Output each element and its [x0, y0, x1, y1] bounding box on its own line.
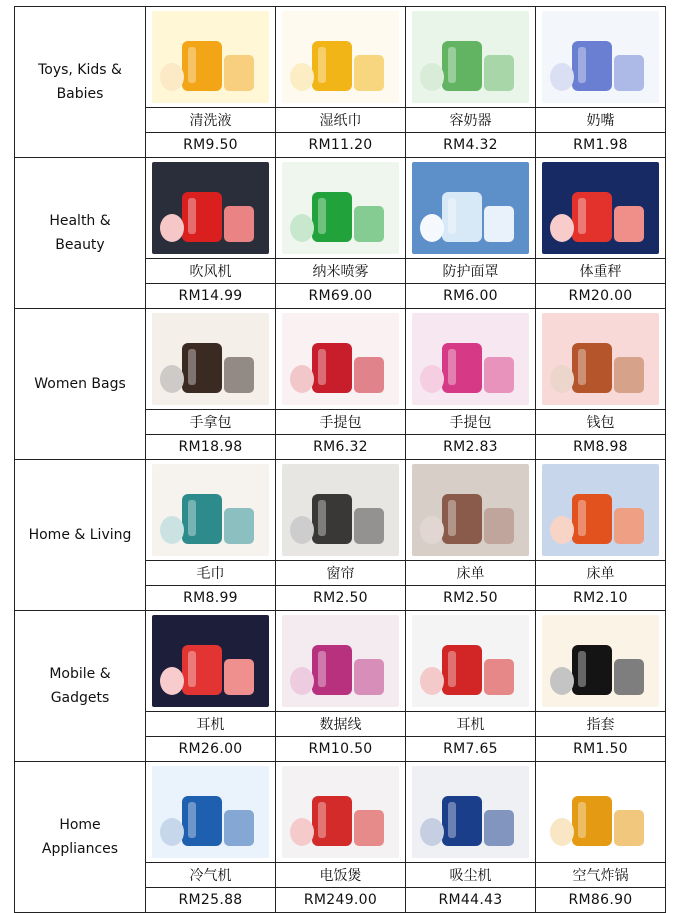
category-cell	[15, 158, 146, 309]
product-name: 湿纸巾	[276, 108, 406, 133]
product-shine	[188, 47, 196, 83]
product-image-row	[15, 7, 666, 108]
product-image-cell	[536, 611, 666, 712]
product-price: RM7.65	[406, 737, 536, 762]
product-image-cell	[276, 158, 406, 259]
product-price: RM8.98	[536, 435, 666, 460]
product-shine	[318, 500, 326, 536]
product-image-row	[15, 309, 666, 410]
product-name: 防护面罩	[406, 259, 536, 284]
product-price: RM8.99	[146, 586, 276, 611]
product-shape	[484, 55, 514, 91]
product-shape	[224, 357, 254, 393]
product-shape	[290, 818, 314, 846]
product-shine	[578, 198, 586, 234]
bedsheet-image-art	[412, 464, 529, 556]
earphones-image-art	[412, 615, 529, 707]
product-shape	[354, 508, 384, 544]
product-image-cell	[146, 7, 276, 108]
earphones-image[interactable]	[412, 615, 529, 707]
product-price: RM9.50	[146, 133, 276, 158]
product-image-cell	[406, 7, 536, 108]
product-shape	[614, 659, 644, 695]
product-name: 手提包	[406, 410, 536, 435]
category-label: Toys, Kids & Babies	[38, 62, 122, 102]
product-shape	[484, 659, 514, 695]
wet-wipes-pack-image[interactable]	[282, 11, 399, 103]
product-shape	[160, 818, 184, 846]
product-shape	[420, 667, 444, 695]
product-shine	[448, 349, 456, 385]
air-fryer-image[interactable]	[542, 766, 659, 858]
product-shine	[188, 198, 196, 234]
product-image-cell	[536, 309, 666, 410]
bedsheet-pattern-image[interactable]	[542, 464, 659, 556]
product-shine	[448, 651, 456, 687]
wet-wipes-pack-image-art	[282, 11, 399, 103]
canvas-tote-bags-image[interactable]	[412, 313, 529, 405]
product-name: 毛巾	[146, 561, 276, 586]
product-shape	[160, 63, 184, 91]
product-name: 手拿包	[146, 410, 276, 435]
finger-sleeves-image-art	[542, 615, 659, 707]
product-image-cell	[406, 158, 536, 259]
product-shape	[160, 214, 184, 242]
product-image-cell	[276, 611, 406, 712]
product-price: RM44.43	[406, 888, 536, 913]
product-shape	[614, 810, 644, 846]
product-image-cell	[146, 309, 276, 410]
product-shape	[484, 810, 514, 846]
product-shape	[290, 516, 314, 544]
product-price: RM1.98	[536, 133, 666, 158]
wallet-image[interactable]	[542, 313, 659, 405]
data-cable-image[interactable]	[282, 615, 399, 707]
hair-dryer-image-art	[152, 162, 269, 254]
product-shape	[614, 508, 644, 544]
product-name: 床单	[406, 561, 536, 586]
cleaning-liquid-pack-image[interactable]	[152, 11, 269, 103]
product-shape	[550, 214, 574, 242]
product-price: RM2.83	[406, 435, 536, 460]
product-shine	[448, 198, 456, 234]
red-handbag-set-image-art	[282, 313, 399, 405]
category-label: Health & Beauty	[49, 213, 111, 253]
product-image-cell	[146, 158, 276, 259]
product-table-body	[15, 7, 666, 913]
product-price: RM14.99	[146, 284, 276, 309]
product-image-cell	[536, 158, 666, 259]
product-name: 耳机	[146, 712, 276, 737]
product-shine	[578, 802, 586, 838]
product-shape	[420, 365, 444, 393]
product-image-cell	[146, 762, 276, 863]
product-price: RM6.32	[276, 435, 406, 460]
product-name: 吸尘机	[406, 863, 536, 888]
product-price: RM2.10	[536, 586, 666, 611]
product-shape	[484, 357, 514, 393]
product-shine	[448, 47, 456, 83]
product-image-cell	[146, 460, 276, 561]
product-shape	[420, 516, 444, 544]
mango-handbags-image[interactable]	[152, 313, 269, 405]
vacuum-cleaner-image-art	[282, 766, 399, 858]
product-shape	[550, 667, 574, 695]
product-shape	[224, 508, 254, 544]
product-shine	[188, 349, 196, 385]
product-shine	[188, 651, 196, 687]
product-price: RM86.90	[536, 888, 666, 913]
product-shape	[160, 516, 184, 544]
product-name: 电饭煲	[276, 863, 406, 888]
product-shape	[354, 206, 384, 242]
product-name: 床单	[536, 561, 666, 586]
product-image-cell	[406, 460, 536, 561]
product-name: 数据线	[276, 712, 406, 737]
canvas-tote-bags-image-art	[412, 313, 529, 405]
face-shield-image-art	[412, 162, 529, 254]
face-shield-image[interactable]	[412, 162, 529, 254]
product-image-cell	[276, 460, 406, 561]
spray-gun-sanitizer-image[interactable]	[282, 162, 399, 254]
red-handbag-set-image[interactable]	[282, 313, 399, 405]
category-cell	[15, 7, 146, 158]
product-shape	[550, 365, 574, 393]
category-cell	[15, 309, 146, 460]
product-image-cell	[536, 762, 666, 863]
product-table	[14, 6, 666, 913]
product-image-row	[15, 460, 666, 561]
category-label: Women Bags	[34, 376, 126, 392]
product-name: 空气炸锅	[536, 863, 666, 888]
product-name: 清洗液	[146, 108, 276, 133]
category-label: Home Appliances	[41, 817, 119, 857]
data-cable-image-art	[282, 615, 399, 707]
product-shine	[578, 349, 586, 385]
product-image-cell	[536, 460, 666, 561]
smart-scale-image-art	[542, 162, 659, 254]
product-shine	[318, 802, 326, 838]
category-label: Mobile & Gadgets	[49, 666, 111, 706]
headphones-image-art	[152, 615, 269, 707]
headphones-image[interactable]	[152, 615, 269, 707]
product-shape	[354, 357, 384, 393]
product-shine	[578, 47, 586, 83]
product-shine	[188, 802, 196, 838]
curtains-image-art	[282, 464, 399, 556]
product-name: 窗帘	[276, 561, 406, 586]
smart-scale-image[interactable]	[542, 162, 659, 254]
product-name: 纳米喷雾	[276, 259, 406, 284]
product-shape	[354, 659, 384, 695]
towel-stack-image[interactable]	[152, 464, 269, 556]
product-shine	[318, 651, 326, 687]
product-price: RM2.50	[276, 586, 406, 611]
hair-dryer-image[interactable]	[152, 162, 269, 254]
product-price: RM18.98	[146, 435, 276, 460]
bedsheet-image[interactable]	[412, 464, 529, 556]
mango-handbags-image-art	[152, 313, 269, 405]
product-shape	[354, 55, 384, 91]
product-image-cell	[406, 309, 536, 410]
air-fryer-image-art	[542, 766, 659, 858]
mini-cooler-image-art	[152, 766, 269, 858]
category-cell	[15, 611, 146, 762]
product-name: 体重秤	[536, 259, 666, 284]
milk-storage-bags-image[interactable]	[412, 11, 529, 103]
product-price: RM69.00	[276, 284, 406, 309]
product-image-row	[15, 611, 666, 712]
product-shape	[614, 206, 644, 242]
product-image-cell	[276, 7, 406, 108]
product-shape	[290, 63, 314, 91]
bedsheet-pattern-image-art	[542, 464, 659, 556]
product-shape	[354, 810, 384, 846]
product-name: 指套	[536, 712, 666, 737]
product-price: RM26.00	[146, 737, 276, 762]
product-image-cell	[536, 7, 666, 108]
product-shine	[188, 500, 196, 536]
cleaning-liquid-pack-image-art	[152, 11, 269, 103]
product-shape	[614, 55, 644, 91]
product-shape	[550, 516, 574, 544]
product-shape	[224, 659, 254, 695]
product-shine	[318, 47, 326, 83]
product-price: RM6.00	[406, 284, 536, 309]
product-shape	[224, 810, 254, 846]
handheld-vacuum-image[interactable]	[412, 766, 529, 858]
product-shape	[290, 365, 314, 393]
product-name: 钱包	[536, 410, 666, 435]
product-shape	[484, 206, 514, 242]
product-shape	[290, 667, 314, 695]
product-shape	[550, 818, 574, 846]
product-shine	[448, 802, 456, 838]
category-label: Home & Living	[28, 527, 132, 543]
product-price: RM1.50	[536, 737, 666, 762]
product-name: 吹风机	[146, 259, 276, 284]
product-shine	[448, 500, 456, 536]
product-name: 冷气机	[146, 863, 276, 888]
vacuum-cleaner-image[interactable]	[282, 766, 399, 858]
product-shine	[578, 651, 586, 687]
product-image-cell	[276, 762, 406, 863]
category-cell	[15, 460, 146, 611]
product-image-cell	[406, 611, 536, 712]
product-shape	[614, 357, 644, 393]
pacifier-teat-image[interactable]	[542, 11, 659, 103]
category-cell	[15, 762, 146, 913]
product-price: RM25.88	[146, 888, 276, 913]
product-shape	[484, 508, 514, 544]
product-image-row	[15, 762, 666, 863]
spray-gun-sanitizer-image-art	[282, 162, 399, 254]
mini-cooler-image[interactable]	[152, 766, 269, 858]
product-price: RM11.20	[276, 133, 406, 158]
product-shape	[160, 365, 184, 393]
product-shape	[160, 667, 184, 695]
product-shape	[290, 214, 314, 242]
wallet-image-art	[542, 313, 659, 405]
product-image-row	[15, 158, 666, 259]
product-shape	[420, 818, 444, 846]
product-shine	[578, 500, 586, 536]
towel-stack-image-art	[152, 464, 269, 556]
product-name: 奶嘴	[536, 108, 666, 133]
milk-storage-bags-image-art	[412, 11, 529, 103]
product-shape	[550, 63, 574, 91]
product-shape	[224, 55, 254, 91]
product-image-cell	[276, 309, 406, 410]
product-shine	[318, 198, 326, 234]
pacifier-teat-image-art	[542, 11, 659, 103]
curtains-image[interactable]	[282, 464, 399, 556]
product-price: RM2.50	[406, 586, 536, 611]
product-name: 手提包	[276, 410, 406, 435]
product-shape	[420, 63, 444, 91]
product-image-cell	[406, 762, 536, 863]
product-shape	[420, 214, 444, 242]
product-image-cell	[146, 611, 276, 712]
product-price: RM249.00	[276, 888, 406, 913]
product-price: RM4.32	[406, 133, 536, 158]
product-name: 耳机	[406, 712, 536, 737]
product-shine	[318, 349, 326, 385]
product-price: RM20.00	[536, 284, 666, 309]
product-price: RM10.50	[276, 737, 406, 762]
finger-sleeves-image[interactable]	[542, 615, 659, 707]
product-shape	[224, 206, 254, 242]
product-name: 容奶器	[406, 108, 536, 133]
handheld-vacuum-image-art	[412, 766, 529, 858]
